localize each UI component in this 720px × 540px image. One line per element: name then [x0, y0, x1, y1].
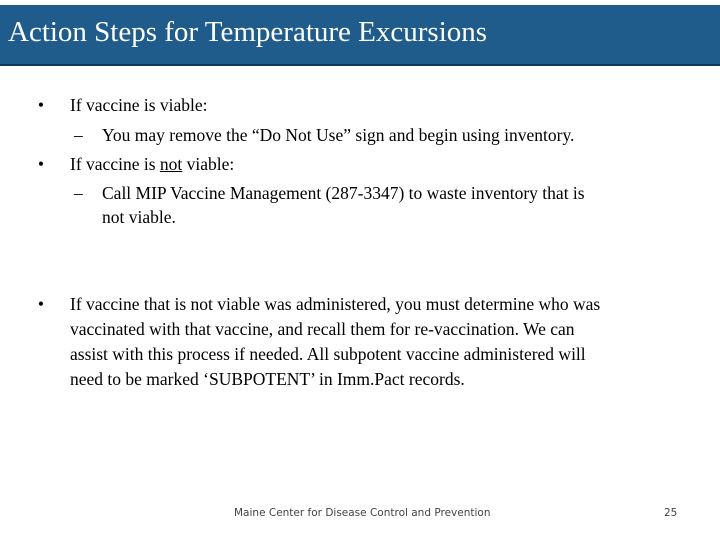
bullet-2-subitem-line-2: not viable. — [102, 207, 176, 227]
bullet-3-line-2: vaccinated with that vaccine, and recall them for re-vaccination. We can — [70, 319, 575, 339]
dash-icon: – — [74, 183, 83, 203]
bullet-icon: • — [37, 154, 45, 174]
bullet-3-line-1: If vaccine that is not viable was administered, you must determine who was — [70, 294, 601, 314]
bullet-2-text — [70, 151, 234, 177]
title-bar — [0, 0, 720, 66]
bullet-3-line-4: need to be marked ‘SUBPOTENT’ in Imm.Pact records. — [70, 369, 465, 389]
bullet-icon: • — [37, 294, 45, 314]
bullet-2-underlined-word: not — [159, 154, 183, 174]
dash-icon: – — [74, 125, 83, 145]
bullet-3-line-3: assist with this process if needed. All subpotent vaccine administered will — [70, 344, 586, 364]
bullet-2-text-before: If vaccine is — [70, 154, 160, 174]
bullet-2-subitem-line-1: Call MIP Vaccine Management (287-3347) to waste inventory that is — [102, 183, 585, 203]
bullet-1-subitem: You may remove the “Do Not Use” sign and begin using inventory. — [102, 125, 575, 145]
bullet-icon: • — [37, 95, 45, 115]
bullet-1-text: If vaccine is viable: — [70, 95, 208, 115]
page-number: 25 — [664, 507, 678, 519]
bullet-2-text-after: viable: — [182, 154, 235, 174]
footer-organization: Maine Center for Disease Control and Prevention — [234, 507, 491, 519]
slide-title: Action Steps for Temperature Excursions — [8, 16, 488, 48]
